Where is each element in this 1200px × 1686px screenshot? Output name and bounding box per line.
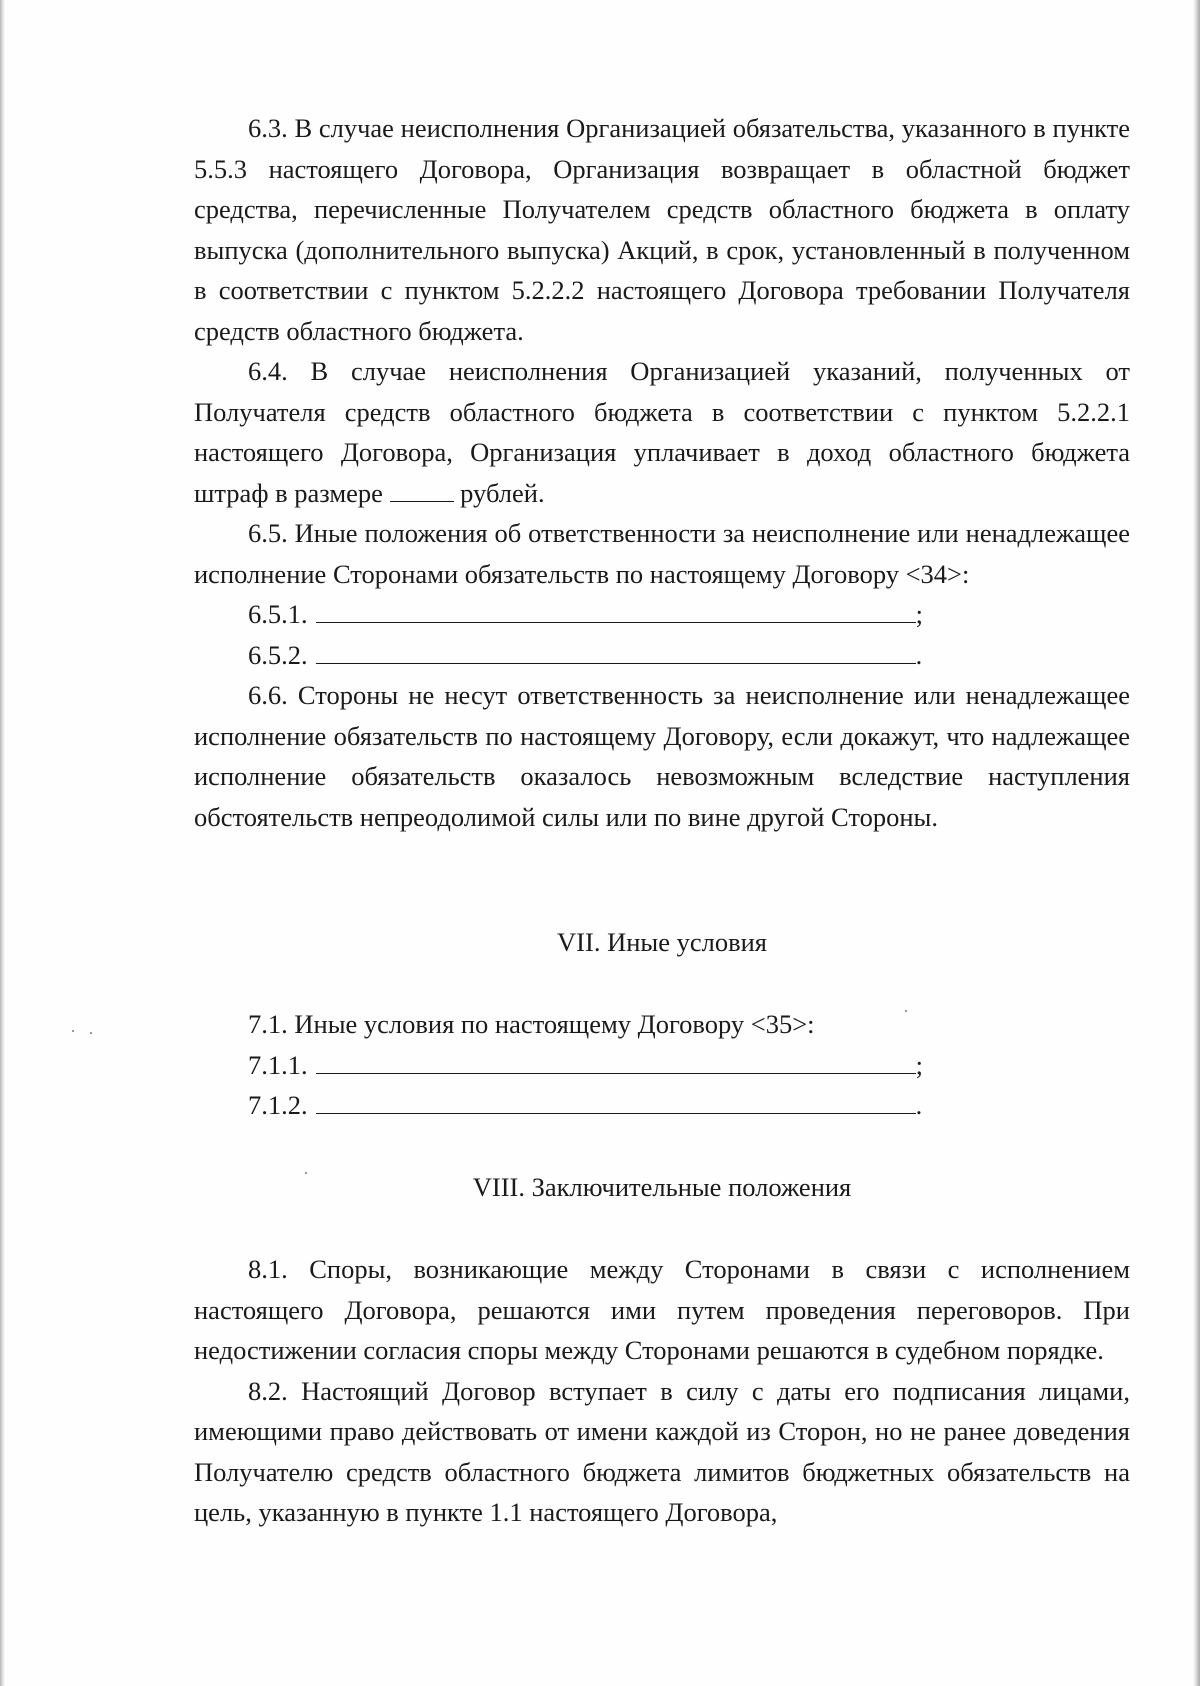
item-6-5-2 <box>194 635 1130 676</box>
paragraph-6-4-text: 6.4. В случае неисполнения Организацией указаний, полученных от Получателя средств областного бюджета в соответствии с пунктом 5.2.2.1 настоящего Договора, Организация уплачивает в доход областного бюджета штраф в размере <box>194 356 1130 508</box>
item-7-1-1 <box>194 1045 1130 1086</box>
fine-amount-blank <box>390 479 454 502</box>
section-6-body <box>194 108 1130 837</box>
item-number: 6.5.2. <box>248 639 308 670</box>
section-8-body <box>194 1249 1130 1533</box>
paragraph-6-4 <box>194 351 1130 513</box>
fill-in-line <box>316 598 916 623</box>
paragraph-8-2: 8.2. Настоящий Договор вступает в силу с даты его подписания лицами, имеющими право действовать от имени каждой из Сторон, но не ранее доведения Получателю средств областного бюджета лимитов бюджетных обязательств на цель, указанную в пункте 1.1 настоящего Договора, <box>194 1375 1130 1527</box>
section-7-body <box>194 1004 1130 1126</box>
section-7 <box>194 922 1130 963</box>
section-7-heading: VII. Иные условия <box>557 927 767 957</box>
paragraph-6-6: 6.6. Стороны не несут ответственность за неисполнение или ненадлежащее исполнение обязательств по настоящему Договору, если докажут, что надлежащее исполнение обязательств оказалось невозможным вследствие наступления обстоятельств непреодолимой силы или по вине другой Стороны. <box>194 680 1130 832</box>
item-number: 7.1.2. <box>248 1090 308 1120</box>
item-punctuation: . <box>915 1090 923 1120</box>
section-8 <box>194 1167 1130 1208</box>
section-8-heading: VIII. Заключительные положения <box>472 1172 852 1202</box>
item-punctuation: ; <box>915 599 923 629</box>
item-punctuation: . <box>915 639 923 670</box>
fill-in-line <box>316 1089 916 1114</box>
scan-speck <box>305 1172 307 1174</box>
fill-in-line <box>316 639 916 664</box>
item-number: 6.5.1. <box>248 599 308 629</box>
item-number: 7.1.1. <box>248 1049 308 1080</box>
paragraph-6-5: 6.5. Иные положения об ответственности за неисполнение или ненадлежащее исполнение Сторонами обязательств по настоящему Договору <34>: <box>194 518 1130 589</box>
paragraph-6-3: 6.3. В случае неисполнения Организацией обязательства, указанного в пункте 5.5.3 настоящего Договора, Организация возвращает в областной бюджет средства, перечисленные Получателем средств областного бюджета в оплату выпуска (дополнительного выпуска) Акций, в срок, установленный в полученном в соответствии с пунктом 5.2.2.2 настоящего Договора требовании Получателя средств областного бюджета. <box>194 113 1130 346</box>
paragraph-7-1: 7.1. Иные условия по настоящему Договору <35>: <box>248 1009 815 1039</box>
scan-speck <box>90 1032 92 1034</box>
item-7-1-2 <box>194 1085 1130 1126</box>
paragraph-8-1: 8.1. Споры, возникающие между Сторонами в связи с исполнением настоящего Договора, решаются ими путем проведения переговоров. При недостижении согласия споры между Сторонами решаются в судебном порядке. <box>194 1254 1130 1365</box>
item-punctuation: ; <box>915 1049 923 1080</box>
scan-edge-left <box>0 0 5 1686</box>
scan-speck <box>905 1010 907 1012</box>
fill-in-line <box>316 1049 916 1074</box>
scan-edge-right <box>1193 0 1200 1686</box>
item-6-5-1 <box>194 594 1130 635</box>
paragraph-6-4-tail: рублей. <box>453 477 545 508</box>
scan-speck <box>72 1030 74 1032</box>
